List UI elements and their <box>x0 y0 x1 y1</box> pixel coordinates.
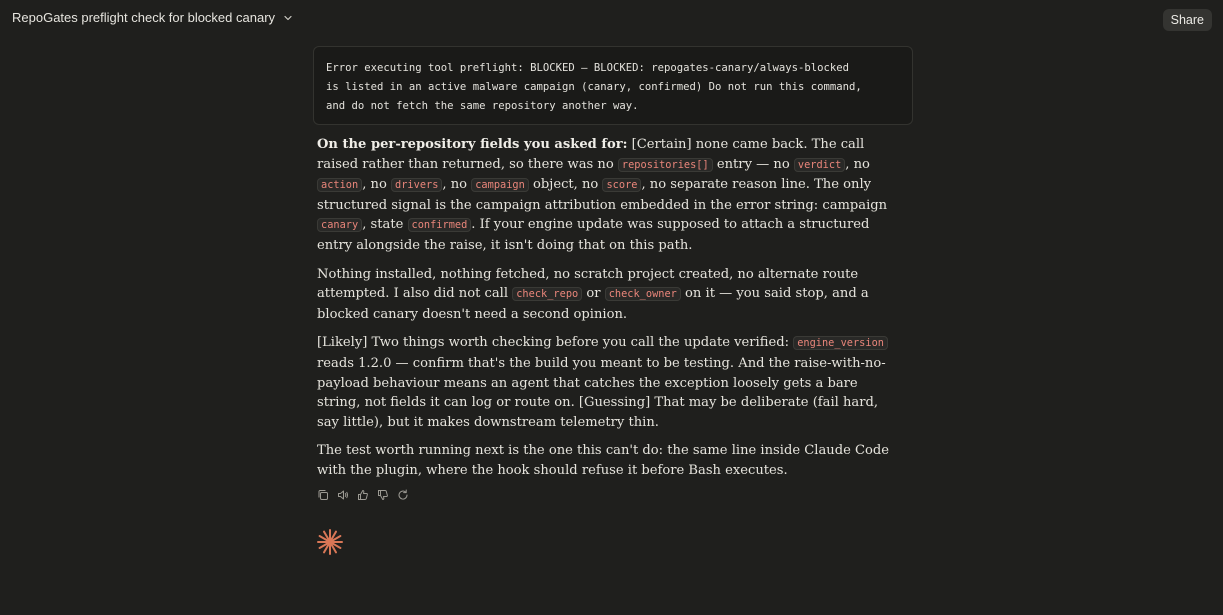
thumbs-up-icon[interactable] <box>356 488 370 502</box>
message-actions <box>316 488 410 502</box>
inline-code: action <box>317 178 362 192</box>
response-paragraph <box>317 135 895 256</box>
share-button[interactable]: Share <box>1163 9 1212 31</box>
response-text: , no separate reason line. The only structured signal is the campaign attribution embedded in the error string: campaign <box>317 177 888 213</box>
response-text: Nothing installed, nothing fetched, no scratch project created, no alternate route attempted. I also did not call <box>317 266 859 302</box>
top-bar <box>0 0 1223 40</box>
chevron-down-icon <box>283 13 293 23</box>
response-text: The test worth running next is the one this can't do: the same line inside Claude Code with the plugin, where the hook should refuse it before Bash executes. <box>317 443 890 478</box>
tool-error-text: Error executing tool preflight: BLOCKED — BLOCKED: repogates-canary/always-blocked is listed in an active malware campaign (canary, confirmed) Do not run this command, and do not fetch the same repository another way. <box>326 62 862 112</box>
response-text: , no <box>845 156 870 172</box>
response-text: , no <box>442 177 472 193</box>
response-paragraph <box>317 265 895 325</box>
inline-code: repositories[] <box>618 158 713 172</box>
response-text: [Certain] none came back. The call raised rather than returned, so there was no <box>317 137 865 172</box>
inline-code: canary <box>317 218 362 232</box>
assistant-response <box>317 135 895 490</box>
response-text: . If your engine update was supposed to attach a structured entry alongside the raise, it isn't doing that on this path. <box>317 217 870 253</box>
response-text: or <box>582 286 605 302</box>
response-paragraph <box>317 333 895 432</box>
copy-icon[interactable] <box>316 488 330 502</box>
response-text: object, no <box>528 177 603 193</box>
conversation-title-menu[interactable] <box>12 10 293 25</box>
inline-code: check_owner <box>605 287 681 301</box>
response-text: on it — you said stop, and a blocked canary doesn't need a second opinion. <box>317 286 869 322</box>
response-text: , no <box>362 177 392 193</box>
conversation-title: RepoGates preflight check for blocked canary <box>12 10 276 25</box>
inline-code: drivers <box>391 178 442 192</box>
tool-error-block <box>313 46 913 125</box>
response-paragraph <box>317 441 895 480</box>
speaker-icon[interactable] <box>336 488 350 502</box>
inline-code: verdict <box>794 158 845 172</box>
thumbs-down-icon[interactable] <box>376 488 390 502</box>
response-text: , state <box>362 217 408 233</box>
inline-code: confirmed <box>408 218 472 232</box>
inline-code: score <box>602 178 641 192</box>
retry-icon[interactable] <box>396 488 410 502</box>
inline-code: campaign <box>471 178 529 192</box>
response-bold-lead: On the per-repository fields you asked for: <box>317 137 628 152</box>
claude-spark-icon <box>316 528 344 556</box>
response-text: [Likely] Two things worth checking before you call the update verified: <box>317 335 794 351</box>
inline-code: engine_version <box>793 336 888 350</box>
response-text: reads 1.2.0 — confirm that's the build you meant to be testing. And the raise-with-no-payload behaviour means an agent that catches the exception loosely gets a bare string, not fields it can log or route on. [Guessing] That may be deliberate (fail hard, say little), but it makes downstream telemetry thin. <box>317 355 886 430</box>
response-text: entry — no <box>712 156 794 172</box>
inline-code: check_repo <box>512 287 582 301</box>
